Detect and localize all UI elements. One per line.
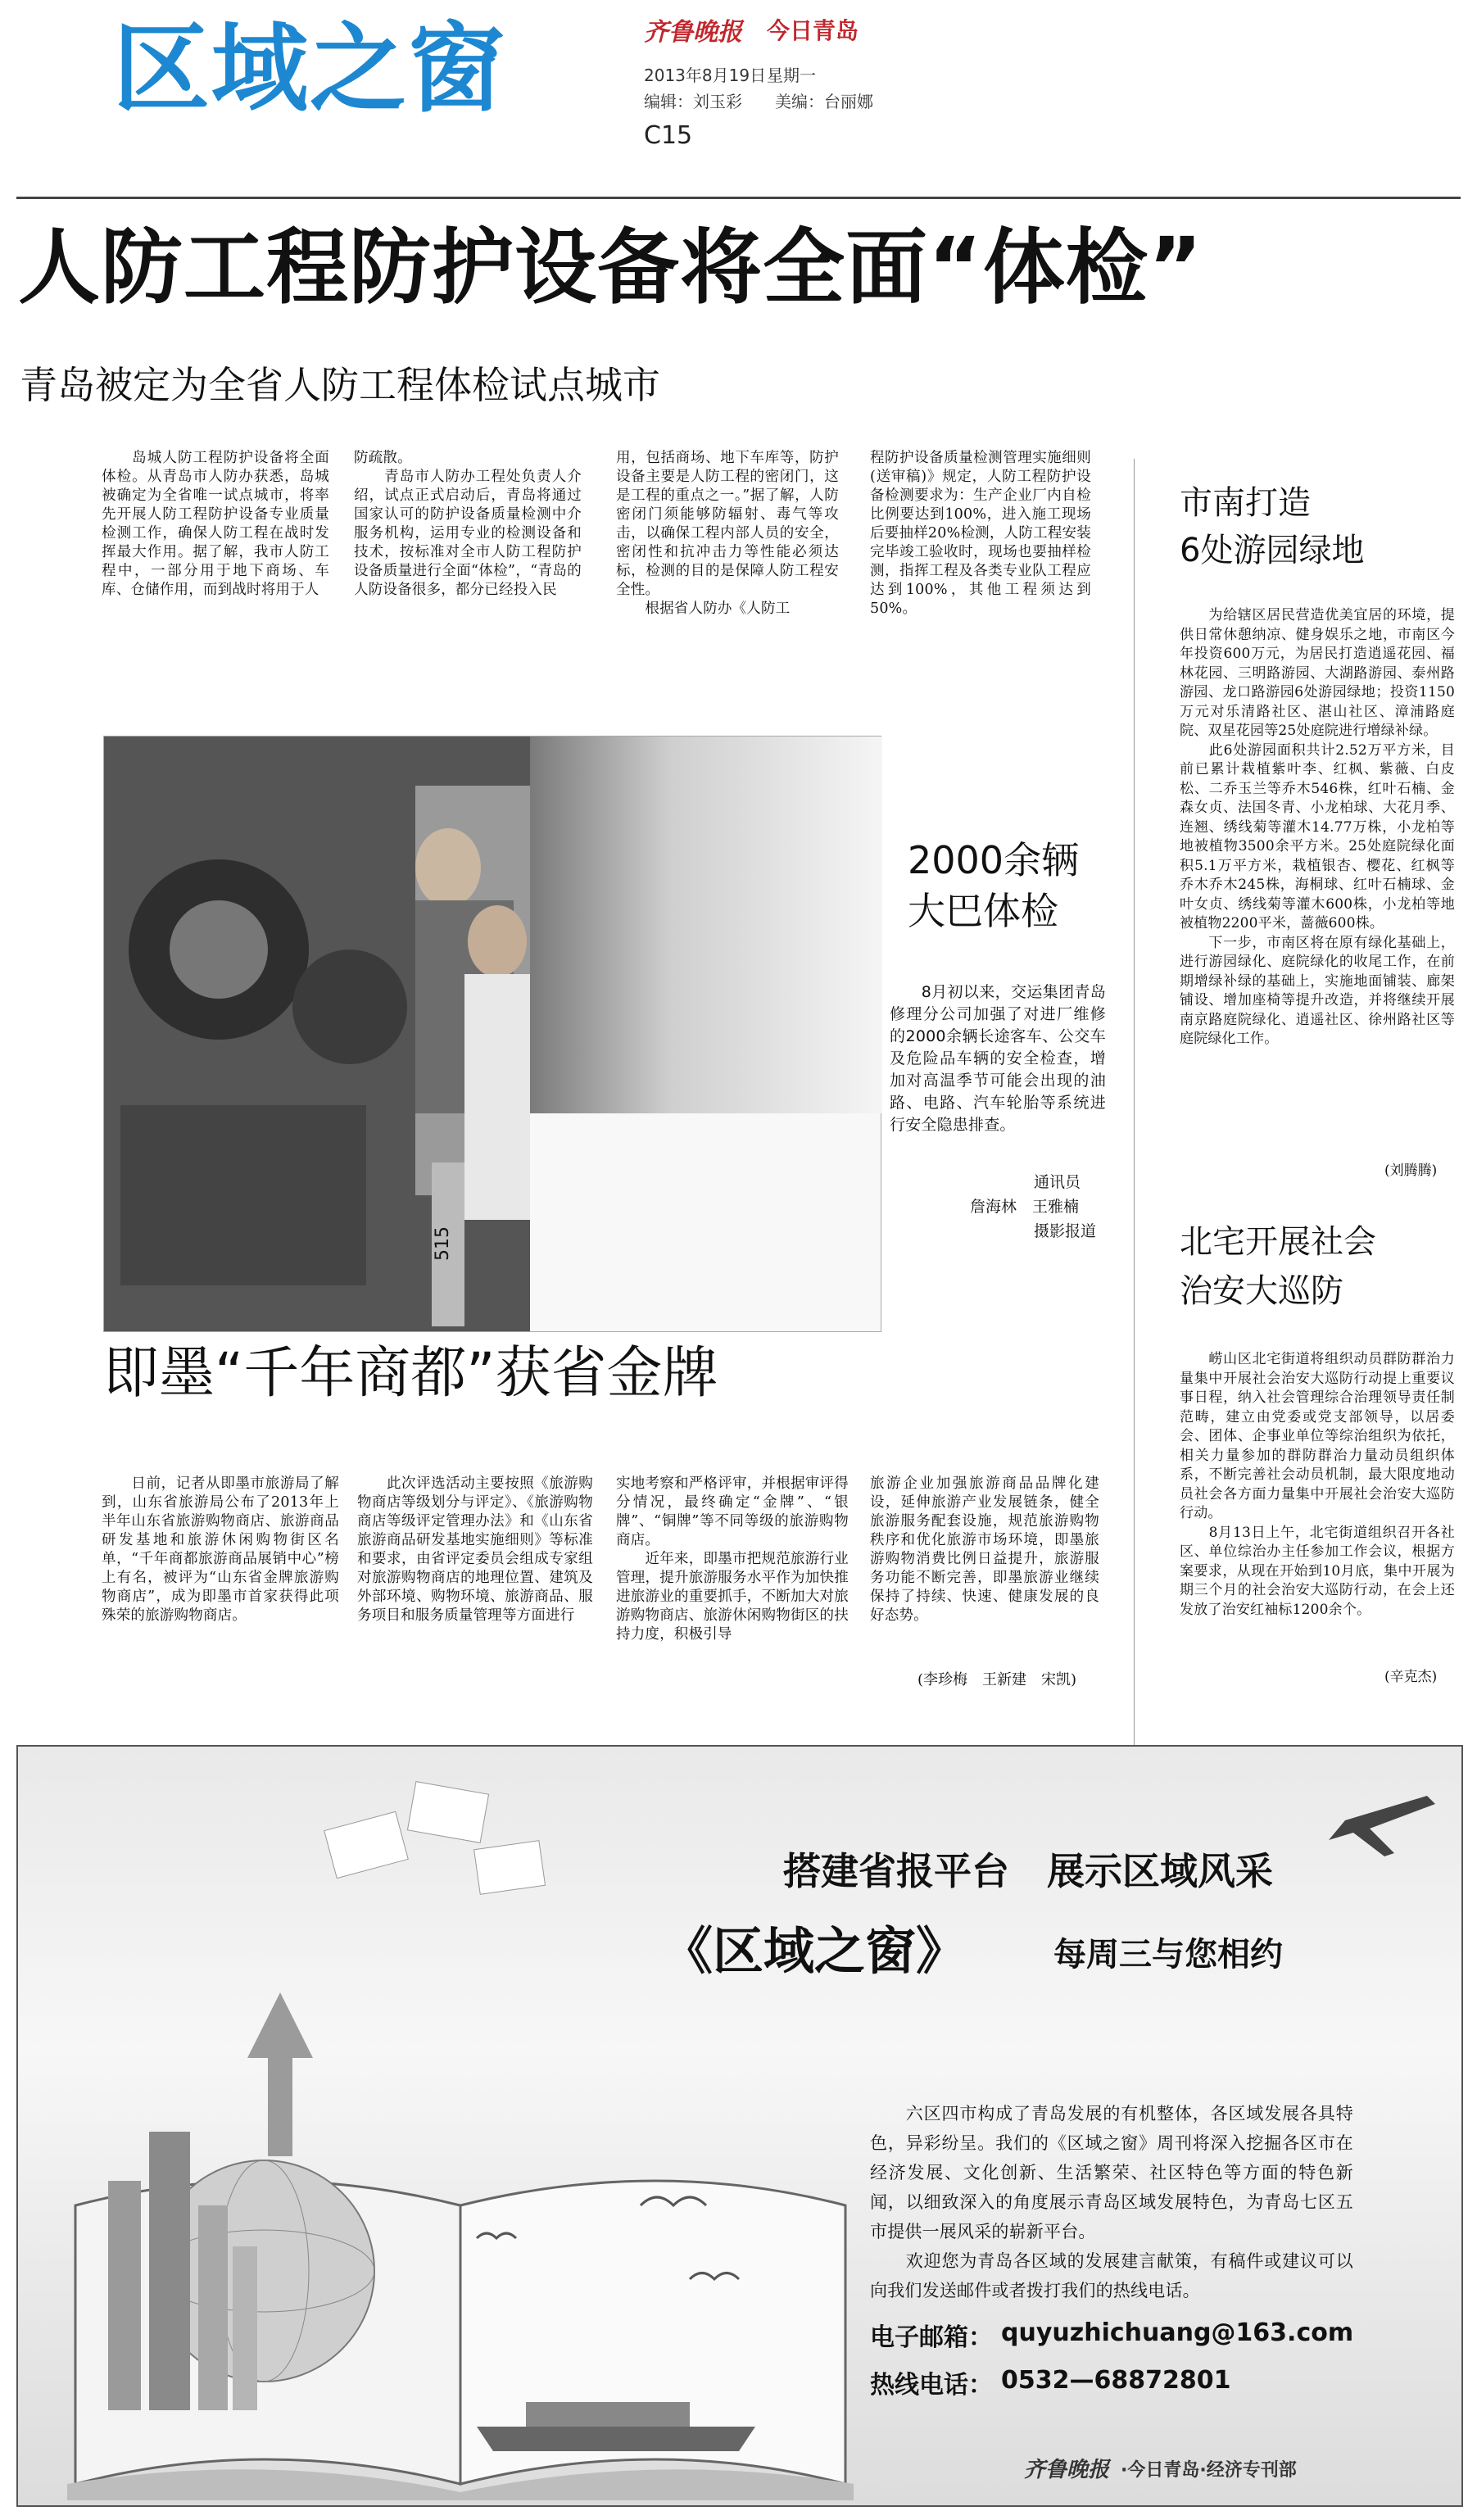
issue-date: 2013年8月19日 <box>644 66 767 85</box>
promo-slogan: 搭建省报平台 展示区域风采 <box>783 1849 1273 1893</box>
photo-story-title-1: 2000余辆 <box>908 838 1080 882</box>
photo-credit-1: 通讯员 <box>1034 1173 1081 1191</box>
photo-frame <box>103 736 881 1332</box>
news-photo <box>104 737 530 1331</box>
lead-column-2: 防疏散。 青岛市人防办工程处负责人介绍，试点正式启动后，青岛将通过国家认可的防护设备质量检测中介服务机构，运用专业的检测设备和技术，按标准对全市人防工程防护设备质量进行全面“体检”，“青岛的人防设备很多，都分已经投入民 <box>354 450 582 598</box>
lead-column-3: 用，包括商场、地下车库等，防护设备主要是人防工程的密闭门，这是工程的重点之一。”据了解，人防密闭门须能够防辐射、毒气等攻击，以确保工程内部人员的安全，密闭性和抗冲击力等性能必须达标，检测的目的是保障人防工程安全性。 根据省人防办《人防工 <box>616 450 839 617</box>
lead-subhead: 青岛被定为全省人防工程体检试点城市 <box>20 363 660 407</box>
photo-gradient <box>530 737 882 1113</box>
second-column-4: 旅游企业加强旅游商品品牌化建设，延伸旅游产业发展链条，健全旅游服务配套设施，规范旅游购物秩序和优化旅游市场环境，即墨旅游购物消费比例日益提升，旅游服务功能不断完善，即墨旅游业继续保持了持续、快速、健康发展的良好态势。 <box>870 1475 1099 1624</box>
masthead-rule <box>16 197 1461 199</box>
side1-byline: (刘腾腾) <box>1384 1163 1438 1179</box>
promo-phone-label: 热线电话： <box>870 2371 993 2400</box>
lead-column-1: 岛城人防工程防护设备将全面体检。从青岛市人防办获悉，岛城被确定为全省唯一试点城市，将率先开展人防工程防护设备专业质量检测工作，确保人防工程在战时发挥最大作用。据了解，我市人防工程中，一部分用于地下商场、车库、仓储作用，而到战时将用于人 <box>102 450 329 598</box>
side2-byline: (辛克杰) <box>1384 1669 1438 1685</box>
bus-plate-text: 515 <box>433 1226 453 1261</box>
lead-column-4: 程防护设备质量检测管理实施细则(送审稿)》规定，人防工程防护设备检测要求为：生产企业厂内自检比例要达到100%，进入施工现场后要抽样20%检测，人防工程安装完毕竣工验收时，现场也要抽样检测，指挥工程及各类专业队工程应达到100%，其他工程须达到50%。 <box>870 450 1091 617</box>
promo-title: 《区域之窗》 <box>662 1921 967 1981</box>
promo-footer-paper: 齐鲁晚报 <box>1024 2458 1110 2482</box>
side2-body: 崂山区北宅街道将组织动员群防群治力量集中开展社会治安大巡防行动提上重要议事日程，纳入社会管理综合治理领导责任制范畴，建立由党委或党支部领导，以居委会、团体、企事业单位等综治组织为依托，相关力量参加的群防群治力量动员组织体系，不断完善社会动员机制，最大限度地动员社会各方面力量集中开展社会治安大巡防行动。 8月13日上午，北宅街道组织召开各社区、单位综治办主任参加工作会议，根据方案要求，从现在开始到10月底，集中开展为期三个月的社会治安大巡防行动，在会上还发放了治安红袖标1200余个。 <box>1180 1351 1455 1618</box>
photo-story-title-2: 大巴体检 <box>908 889 1058 933</box>
photo-credit-3: 摄影报道 <box>1034 1222 1097 1240</box>
section-title: 区域之窗 <box>113 12 507 125</box>
side1-headline-line1: 市南打造 <box>1180 484 1311 522</box>
paper-sub: 今日青岛 <box>767 17 859 44</box>
second-headline: 即墨“千年商都”获省金牌 <box>103 1341 718 1406</box>
second-column-2: 此次评选活动主要按照《旅游购物商店等级划分与评定》、《旅游购物商店等级评定管理办法》和《山东省旅游商品研发基地实施细则》等标准和要求，由省评定委员会组成专家组对旅游购物商店的地理位置、建筑及外部环境、购物环境、旅游商品、服务项目和服务质量管理等方面进行 <box>357 1475 593 1624</box>
editor-credit: 编辑：刘玉彩 <box>644 92 742 111</box>
side1-headline-line2: 6处游园绿地 <box>1180 532 1365 569</box>
photo-story-body: 8月初以来，交运集团青岛修理分公司加强了对进厂维修的2000余辆长途客车、公交车及危险品车辆的安全检查，增加对高温季节可能会出现的油路、电路、汽车轮胎等系统进行安全隐患排查。 <box>890 983 1106 1134</box>
paper-name: 齐鲁晚报 <box>644 18 742 47</box>
second-column-1: 日前，记者从即墨市旅游局了解到，山东省旅游局公布了2013年上半年山东省旅游购物商店、旅游商品研发基地和旅游休闲购物街区名单，“千年商都旅游商品展销中心”榜上有名，被评为“山东省金牌旅游购物商店”，成为即墨市首家获得此项殊荣的旅游购物商店。 <box>102 1475 339 1624</box>
promo-title-tail: 每周三与您相约 <box>1053 1935 1283 1974</box>
promo-footer-rest: ·今日青岛·经济专刊部 <box>1121 2460 1297 2481</box>
photo-credit-2: 詹海林 王雅楠 <box>970 1198 1080 1216</box>
promo-body: 六区四市构成了青岛发展的有机整体，各区域发展各具特色，异彩纷呈。我们的《区域之窗》周刊将深入挖掘各区市在经济发展、文化创新、生活繁荣、社区特色等方面的特色新闻，以细致深入的角度展示青岛区域发展特色，为青岛七区五市提供一展风采的崭新平台。 欢迎您为青岛各区域的发展建言献策，有稿件或建议可以向我们发送邮件或者拨打我们的热线电话。 <box>870 2104 1353 2300</box>
second-column-3: 实地考察和严格评审，并根据审评得分情况，最终确定“金牌”、“银牌”、“铜牌”等不同等级的旅游购物商店。 近年来，即墨市把规范旅游行业管理，提升旅游服务水平作为加快推进旅游业的重要抓手，不断加大对旅游购物商店、旅游休闲购物街区的扶持力度，积极引导 <box>616 1475 849 1643</box>
side1-body: 为给辖区居民营造优美宜居的环境，提供日常休憩纳凉、健身娱乐之地，市南区今年投资600万元，为居民打造逍遥花园、福林花园、三明路游园、大湖路游园、泰州路游园、龙口路游园6处游园绿地；投资1150万元对乐清路社区、湛山社区、漳浦路庭院、双星花园等25处庭院进行增绿补绿。 此6处游园面积共计2.52万平方米，目前已累计栽植紫叶李、红枫、紫薇、白皮松、二乔玉兰等乔木546株，红叶石楠、金森女贞、法国冬青、小龙柏球、大花月季、连翘、绣线菊等灌木14.77万株，小龙柏等地被植物3500余平方米。25处庭院绿化面积5.1万平方米，栽植银杏、樱花、红枫等乔木乔木245株，海桐球、红叶石楠球、金叶女贞、绣线菊等灌木600株，小龙柏等地被植物2200平米，蔷薇600株。 下一步，市南区将在原有绿化基础上，进行游园绿化、庭院绿化的收尾工作，在前期增绿补绿的基础上，实施地面铺装、廊架铺设、增加座椅等提升改造，并将继续开展南京路庭院绿化、逍遥社区、徐州路社区等庭院绿化工作。 <box>1180 607 1455 1047</box>
promo-box <box>16 1745 1463 2507</box>
side2-headline-line2: 治安大巡防 <box>1180 1272 1343 1310</box>
side2-headline-line1: 北宅开展社会 <box>1180 1223 1376 1261</box>
promo-email-label: 电子邮箱： <box>870 2323 993 2352</box>
issue-weekday: 星期一 <box>767 66 816 85</box>
promo-email[interactable]: quyuzhichuang@163.com <box>1001 2318 1354 2347</box>
lead-headline: 人防工程防护设备将全面“体检” <box>18 220 1203 315</box>
second-byline: (李珍梅 王新建 宋凯) <box>917 1671 1077 1688</box>
page-number: C15 <box>644 121 693 150</box>
engine-inspection-photo <box>104 737 530 1331</box>
promo-phone[interactable]: 0532—68872801 <box>1001 2366 1231 2395</box>
designer-credit: 美编：台丽娜 <box>775 92 873 111</box>
